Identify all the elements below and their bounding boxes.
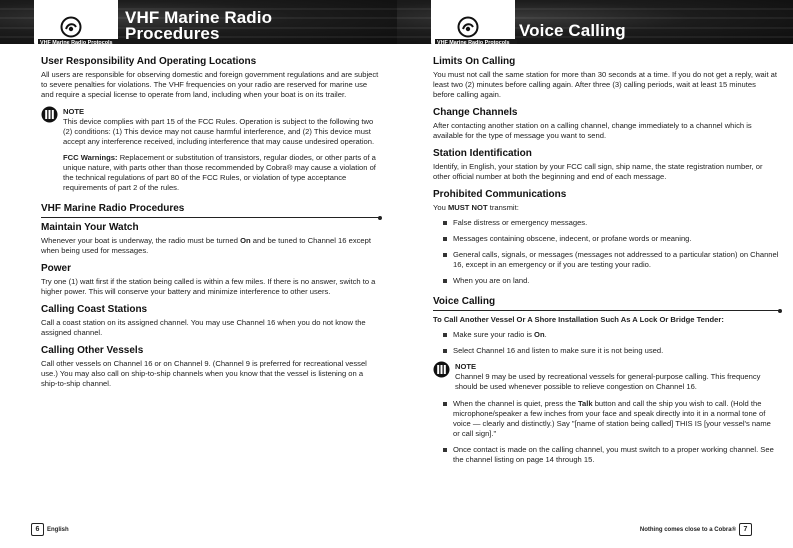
header-banner (0, 0, 397, 44)
note-icon (433, 361, 450, 378)
note-title: NOTE (455, 362, 477, 371)
fcc-note (41, 107, 379, 193)
user-responsibility-heading: User Responsibility And Operating Locations (41, 56, 257, 67)
note-title: NOTE (63, 107, 85, 116)
footer-tagline: Nothing comes close to a Cobra® (639, 526, 736, 533)
maintain-watch-text: Whenever your boat is underway, the radio must be turned On and be tuned to Channel 16 except when being used for messages. (41, 236, 371, 255)
page-title: VHF Marine Radio Procedures (125, 8, 273, 43)
change-channels-text: After contacting another station on a calling channel, change immediately to a channel which is available for the type of message you want to send. (433, 121, 752, 140)
limits-text: You must not call the same station for more than 30 seconds at a time. If you do not get a reply, wait at least two (2) minutes before calling again. After three (3) calling periods, wait at least 15 minutes before calling again. (433, 70, 778, 99)
note-text: Channel 9 may be used by recreational vessels for general-purpose calling. This frequency should be used whenever possible to relieve congestion on Channel 16. (455, 372, 761, 391)
section-title: Voice Calling (433, 296, 779, 311)
station-id-text: Identify, in English, your station by your FCC call sign, ship name, the state registration number, or other official number at both the beginning and end of each message. (433, 162, 763, 181)
other-vessels-text: Call other vessels on Channel 16 or on Channel 9. (Channel 9 is preferred for recreational vessel use.) You may also call on ship-to-ship channels when you know that the vessel is listening on a ship-to-ship channel. (41, 359, 367, 388)
list-item: Select Channel 16 and listen to make sure it is not being used. (433, 346, 779, 356)
station-id-heading: Station Identification (433, 148, 532, 159)
user-responsibility-text: All users are responsible for observing domestic and foreign government regulations and are subject to severe penalties for violations. The VHF frequencies on your radio are reserved for marine use and require a special license to operate from land, including when your boat is on its trailer. (41, 70, 379, 99)
right-content (433, 56, 779, 471)
fcc-warnings-text: FCC Warnings: Replacement or substitution of transistors, regular diodes, or other parts of a unique nature, with parts other than those recommended by Cobra® may cause a violation of the technical regulations of part 80 of the FCC Rules, or violation of type acceptance requirements of part 2 of the rules. (63, 153, 376, 192)
banner-label: VHF Marine Radio Protocols (435, 39, 517, 44)
right-footer (640, 523, 755, 536)
left-content (41, 56, 379, 396)
page-number: 7 (739, 523, 752, 536)
other-vessels-heading: Calling Other Vessels (41, 345, 144, 356)
list-item: False distress or emergency messages. (433, 218, 779, 228)
note-icon (41, 106, 58, 123)
change-channels-heading: Change Channels (433, 107, 518, 118)
power-text: Try one (1) watt first if the station being called is within a few miles. If there is no answer, switch to a higher power. This will conserve your battery and minimize interference to other users. (41, 277, 376, 296)
footer-language: English (47, 526, 69, 533)
prohibited-list (433, 218, 779, 286)
list-item: Messages containing obscene, indecent, or profane words or meaning. (433, 234, 779, 244)
cobra-logo-icon (60, 16, 82, 38)
page-title: Voice Calling (519, 21, 626, 40)
banner-label: VHF Marine Radio Protocols (38, 39, 120, 44)
coast-stations-text: Call a coast station on its assigned channel. You may use Channel 16 when you do not know the assigned channel. (41, 318, 366, 337)
power-heading: Power (41, 263, 72, 274)
left-footer (28, 523, 69, 536)
list-item: Make sure your radio is On. (433, 330, 779, 340)
cobra-logo-icon (457, 16, 479, 38)
coast-stations-heading: Calling Coast Stations (41, 304, 148, 315)
list-item: Once contact is made on the calling channel, you must switch to a proper working channel. See the channel listing on page 14 through 15. (433, 445, 779, 465)
section-title: VHF Marine Radio Procedures (41, 203, 379, 218)
list-item: When you are on land. (433, 276, 779, 286)
right-page (397, 0, 793, 548)
channel-9-note (433, 362, 779, 392)
list-item: General calls, signals, or messages (messages not addressed to a particular station) on Channel 16, except in an emergency or if you are testing your radio. (433, 250, 779, 270)
prohibited-heading: Prohibited Communications (433, 189, 567, 200)
note-text: This device complies with part 15 of the FCC Rules. Operation is subject to the following two (2) conditions: (1) This device may not cause harmful interference, and (2) This device must accept any interference received, including interference that may cause undesired operation. (63, 117, 375, 146)
limits-heading: Limits On Calling (433, 56, 516, 67)
call-instructions-lead: To Call Another Vessel Or A Shore Installation Such As A Lock Or Bridge Tender: (433, 315, 724, 324)
list-item: When the channel is quiet, press the Talk button and call the ship you wish to call. (Hold the microphone/speaker a few inches from your face and speak directly into it in a normal tone of voice — clearly and distinctly.) Say "[name of station being called] THIS IS [your vessel's name or call sign]." (433, 399, 779, 439)
prohibited-intro: You MUST NOT transmit: (433, 203, 519, 212)
page-number: 6 (31, 523, 44, 536)
call-steps-list-2 (433, 399, 779, 465)
call-steps-list (433, 330, 779, 356)
header-banner (397, 0, 793, 44)
maintain-watch-heading: Maintain Your Watch (41, 222, 139, 233)
